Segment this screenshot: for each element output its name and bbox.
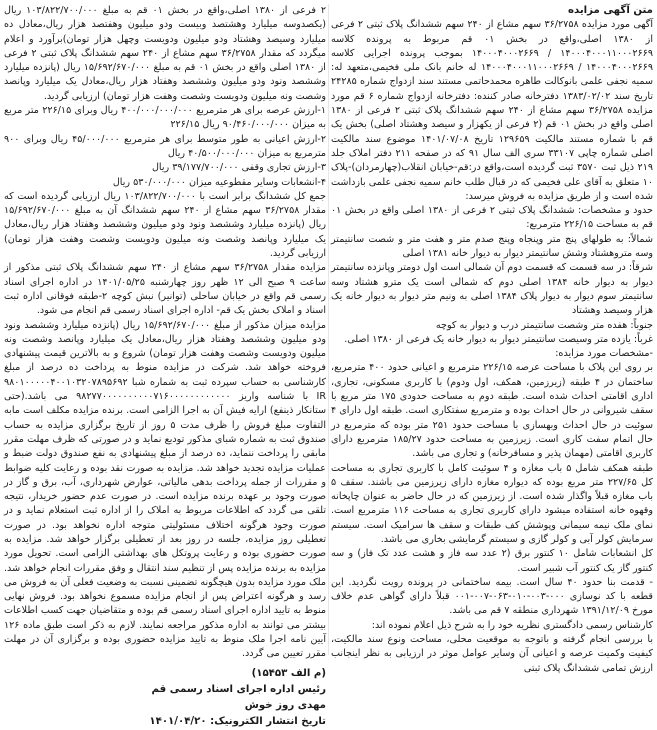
column-divider: [328, 4, 329, 655]
intro-paragraph: آگهی مورد مزایده ۳۶/۲۷۵۸ سهم مشاع از ۲۴۰ سهم ششدانگ پلاک ثبتی ۲ فرعی از ۱۳۸۰ اصلی،واقع در بخش ۰۱ قم مربوط به پرونده کلاسه ۱۴۰۰۰۴۰۰۰۱۱۰۰۰۲۶۶۹ / ۱۴۰۰۰۴۰۰۰۲۶۶۹ بموجب پرونده اجرایی کلاسه ۱۴۰۰۰۴۰۰۰۲۶۶۹ / ۱۴۰۰۰۴۰۰۰۱۱۰۰۰۲۶۶۹ له خانم بانک ملی فخیمی،متعهد له: سمیه نجفی علمی بانوکالت طاهره محمدحاتمی مستند سند ازدواج شماره ۲۴۲۸۵ تاریخ سند ۱۳۸۳/۰۲/۰۲ دفترخانه صادر کننده: دفترخانه ازدواج شماره ۶ قم مورد مزایده ۳۶/۲۷۵۸ سهم مشاع از ۲۴۰ سهم ششدانگ پلاک ثبتی ۲ فرعی از ۱۳۸۰ اصلی واقع در بخش ۰۱ قم (۲ فرعی از یکهزار و سیصد وهشتاد اصلی) بخش یک قم با شماره مستند مالکیت ۱۲۹۶۵۹ تاریخ ۱۴۰۱/۰۷/۰۸ موضوع سند مالکیت اصلی شماره چاپی ۳۳۱۰۷ سری الف سال ۹۱ که در صفحه ۲۱۱ دفتر املاک جلد ۲۱۹ ذیل ثبت ۳۵۷۰ ثبت گردیده است،واقع در:قم-خیابان انقلاب(چهارمردان)-پلاک ۱۰ متعلق به آقای علی فخیمی که در قبال طلب خانم سمیه نجفی علمی بازداشت شده است و از طریق مزایده به فروش میرسد:: [331, 19, 654, 202]
boundary-south: جنوباً: هفده متر وشصت سانتیمتر درب و دیوار به کوچه: [435, 319, 653, 331]
notice-title: متن آگهی مزایده: [567, 5, 653, 16]
utilities-description: کل انشعابات شامل ۱۰ کنتور برق (۲ عدد سه فاز و هشت عدد تک فاز) و سه کنتور گاز یک کنتور آب شبیر است.: [331, 548, 653, 574]
boundaries-intro: حدود و مشخصات: ششدانگ پلاک ثبتی ۲ فرعی از ۱۳۸۰ اصلی واقع در بخش ۰۱ قم به مساحت ۲۲۶/۱۵ مترمربع:: [331, 205, 653, 231]
signature-block: [4, 666, 326, 730]
boundary-east: شرقاً: در سه قسمت که قسمت دوم آن شمالی است اول دومتر وپانزده سانتیمتر دیوار به دیوار خانه ۱۳۸۴ اصلی دوم که شمالی است یک مترو هشتاد وسه سانتیمتر سوم دیوار به دیوار پلاک ۱۳۸۴ اصلی به ونیم متر دیوار به دیوار خانه یک هزار وسیصد وهشتاد: [331, 262, 653, 317]
valuation-paragraph: ۲ فرعی از ۱۳۸۰ اصلی،واقع در بخش ۰۱ قم به مبلغ ۱۰۳/۸۲۲/۷۰۰/۰۰۰ ریال (یکصدوسه میلیارد وهشتصد وبیست ودو میلیون وهفتصد هزار ریال،معادل ده میلیارد وسیصد وهشتاد ودو میلیون ودویست وچهل هزار تومان)برآورد و اعلام میگردد که مقدار ۳۶/۲۷۵۸ سهم مشاع از ۲۴۰ سهم ششدانگ پلاک ثبتی ۲ فرعی از ۱۳۸۰ اصلی واقع در بخش ۰۱ قم به مبلغ ۱۵/۶۹۲/۶۷۰/۰۰۰ ریال (پانزده میلیارد وششصد ونود ودو میلیون وششصد وهفتاد هزار ریال،معادل یک میلیارد وپانصد وشصت ونه میلیون ودویست وشصت وهفت هزار تومان) ارزیابی گردید.: [4, 5, 327, 102]
auction-time-place: مزایده مقدار ۳۶/۲۷۵۸ سهم مشاع از ۲۴۰ سهم ششدانگ پلاک ثبتی مذکور از ساعت ۹ صبح الی ۱۲ ظهر روز چهارشنبه ۱۴۰۱/۰۵/۲۵ در اداره اجرای اسناد رسمی قم واقع در خیابان ساحلی (توانیر) نبش کوچه ۲-طبقه فوقانی اداره ثبت اسناد و املاک بخش یک قم- اداره اجرای اسناد رسمی قم انجام می شود.: [4, 262, 327, 317]
total-value: جمع کل ششدانگ برابر است با ۱۰۳/۸۲۲/۷۰۰/۰۰۰ ریال ارزیابی گردیده است که مقدار ۳۶/۲۷۵۸ سهم مشاع از ۲۴۰ سهم ششدانگ آن به مبلغ ۱۵/۶۹۲/۶۷۰/۰۰۰ ریال (پانزده میلیارد وششصد ونود ودو میلیون وششصد وهفتاد هزار ریال،معادل یک میلیارد وپانصد وشصت ونه میلیون ودویست وشصت وهفت هزار تومان) ارزیابی گردید.: [4, 190, 326, 260]
specs-heading: -مشخصات مورد مزایده:: [555, 348, 653, 360]
boundary-north: شمالاً: به طولهای پنج متر وپنجاه وپنج صدم متر و هفت متر و شصت سانتیمتر وسه متروهشتاد وشش سانتیمتر دیوار به دیوار خانه ۱۳۸۱ اصلی: [331, 233, 653, 260]
signatory-name: مهدی روز خوش: [244, 699, 326, 711]
building-description: بر روی این پلاک با مساحت عرصه ۲۲۶/۱۵ مترمربع و اعیانی حدود ۴۰۰ مترمربع، ساختمان در ۴ طبقه (زیرزمین، همکف، اول ودوم) با کاربری مسکونی، تجاری، اداری اقامتی احداث شده است. طبقه دوم به مساحت حدودی ۱۷۵ متر مربع با سقف شیروانی در حال احداث بوده و مترمربع سفتکاری است. طبقه اول دارای ۴ سوئیت در حال احداث وبهسازی با مساحت حدود ۲۵۱ متر بوده که مترمربع در حال اتمام سفت کاری است. زیرزمین به مساحت حدود ۱۸۵/۲۷ مترمربع دارای کاربری اقامتی (مهمان پذیر و مسافرخانه) و تجاری می باشد.: [331, 362, 653, 460]
expert-intro: کارشناس رسمی دادگستری نظریه خود را به شرح ذیل اعلام نموده اند:: [371, 619, 653, 631]
utilities-value: ۴-انشعابات وسایر مقطوعیه میزان ۵۳۰/۰۰۰/۰۰۰ ریال: [112, 176, 326, 188]
commercial-value: ۳-ارزش تجاری وقفی ۳۹/۱۷۷/۷۰۰/۰۰۰ ریال: [151, 162, 326, 174]
signatory-title: رئیس اداره اجرای اسناد رسمی قم: [151, 683, 326, 695]
ground-floor-description: طبقه همکف شامل ۵ باب مغازه و ۴ سوئیت کامل با کاربری تجاری به مساحت کل ۲۲۷/۶۵ متر مربع بوده که دیواره مغازه دارای زیرزمین می باشند. سقف ۵ باب مغازه قبلاً واگذار شده است. از زیرزمین که در حال حاضر به عنوان چاپخانه وقهوه خانه استفاده میشود دارای کاربری تجاری به مساحت ۱۱۶ مترمربع است. نمای ملک نیمه سیمانی وپوشش کف طبقات و سقف ها سرامیک است. سیستم سرمایش کولر آبی و کولر گازی و سیستم گرمایشی بخاری می باشد.: [331, 462, 653, 545]
land-value: ۱-ارزش عرصه برای هر مترمربع ۴۰۰/۰۰۰/۰۰۰/۰۰۰ ریال وبرای ۲۲۶/۱۵ متر مربع به میزان ۹۰/۴۶۰/۰۰۰/۰۰۰ ریال ۲۲۶/۱۵: [4, 105, 327, 131]
notice-code: (م الف ۱۵۴۵۳): [251, 667, 326, 679]
left-column: [4, 4, 327, 727]
boundary-west: غرباً: یازده متر وسیصت سانتیمتر دیوار به دیوار خانه یک فرعی از ۱۳۸۰ اصلی.: [344, 333, 653, 345]
right-column: [331, 4, 654, 674]
auction-terms: مزایده میزان مذکور از مبلغ ۱۵/۶۹۲/۶۷۰/۰۰۰ ریال (پانزده میلیارد وششصد ونود ودو میلیون وششصد وهفتاد هزار ریال،معادل یک میلیارد وپانصد وشصت ونه میلیون ودویست وشصت وهفت هزار تومان) شروع و به بالاترین قیمت پیشنهادی فروخته خواهد شد. شرکت در مزایده منوط به پرداخت ده درصد از مبلغ کارشناسی به حساب سپرده ثبت به شماره شبا ۹۸۰۱۰۰۰۰۰۴۰۰۱۰۳۲۰۷۸۹۵۶۹۲ IR با شناسه واریز ۹۸۲۷۷۰۰۰۰۰۰۰۰۰۰۷۱۶۰۰۰۰۰۰۰۰۰۰۰۰ می باشد.(حتی ستانکار ذینفع) ارایه فیش آن به اجرا الزامی است. برنده مزایده مکلف است مابه التفاوت مبلغ فروش را ظرف مدت ۵ روز از تاریخ برگزاری مزایده به حساب صندوق ثبت به شماره شبای مذکور تودیع نماید و در صورتی که ظرف مهلت مقرر مابقی را پرداخت ننماید، ده درصد از مبلغ پیشنهادی به نفع صندوق دولت ضبط و عملیات مزایده تجدید خواهد شد. مزایده به صورت نقد بوده و رعایت کلیه ضوابط و مقررات از جمله پرداخت بدهی مالیاتی، عوارض شهرداری، آب، برق و گاز در صورت وجود بر عهده برنده مزایده است. در صورت عدم حضور خریدار، نتیجه تلقی می گردد که اطلاعات مربوط به املاک را از اداره ثبت استعلام نماید و در صورت وجود هرگونه اختلاف مسئولیتی متوجه اداره نخواهد بود. در صورت تعطیلی روز مزایده، جلسه در روز بعد از تعطیلی برگزار خواهد شد. مزایده به صورت حضوری بوده و رعایت پروتکل های بهداشتی الزامی است. تحویل مورد مزایده به برنده مزایده پس از تنظیم سند انتقال و وفق مقررات انجام خواهد شد. ملک مورد مزایده بدون هیچگونه تضمینی نسبت به وضعیت فعلی آن به فروش می رسد و هرگونه اعتراض پس از انجام مزایده مسموع نخواهد بود. فروش نهایی منوط به تایید اداره اجرای اسناد رسمی قم بوده و متقاضیان جهت کسب اطلاعات بیشتر می توانند به اداره مذکور مراجعه نمایند. لازم به ذکر است طبق ماده ۱۲۶ آیین نامه اجرا ملک منوط به تایید مزایده حضوری بوده و برگزاری آن در مهلت مقرر تعیین می گردد.: [4, 319, 327, 660]
expert-opinion: با بررسی انجام گرفته و باتوجه به موقعیت محلی، مساحت ونوع سند مالکیت، کیفیت وکمیت عرصه و اعیانی آن وسایر عوامل موثر در ارزیابی به نظر اینجانب ارزش تمامی ششدانگ پلاک ثبتی: [331, 634, 653, 674]
age-description: - قدمت بنا حدود ۴۰ سال است. بیمه ساختمانی در پرونده رویت نگردید. این قطعه با کد نوسازی ۰۰۰-۰۰۳-۰۱۰-۰۶۳-۰۰۷-۰۰۱ قبلاً دارای گواهی عدم خلاف مورخ ۱۳۹۱/۱۲/۰۹ شهرداری منطقه ۷ قم می باشد.: [331, 576, 654, 617]
building-value: ۲-ارزش اعیانی به طور متوسط برای هر مترمربع ۴۵/۰۰۰/۰۰۰ ریال وبرای ۹۰۰ مترمربع به میزان ۴۰/۵۰۰/۰۰۰/۰۰۰ ریال: [4, 133, 326, 159]
publish-date: تاریخ انتشار الکترونیک: ۱۴۰۱/۰۴/۲۰: [149, 715, 326, 727]
